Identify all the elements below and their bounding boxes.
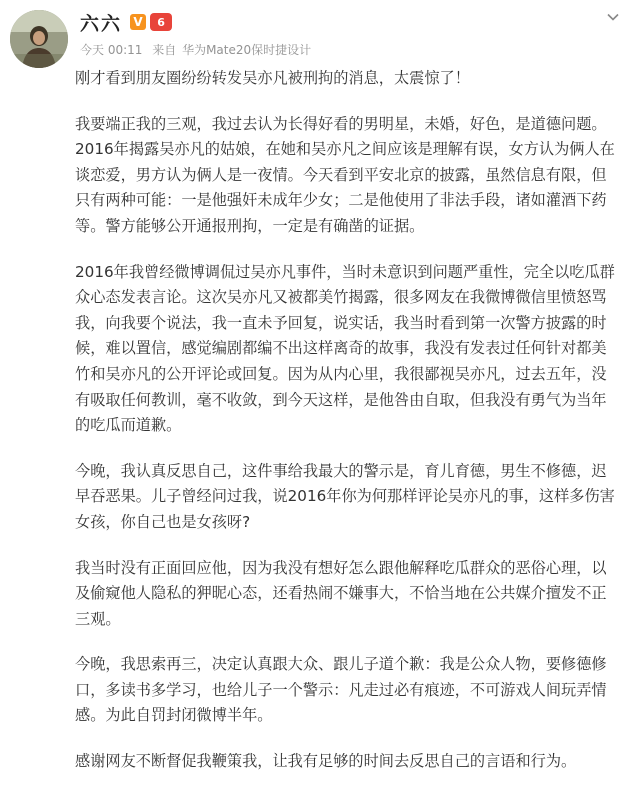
level-badge-icon[interactable]: 6: [150, 13, 172, 31]
post-paragraph: 我当时没有正面回应他，因为我没有想好怎么跟他解释吃瓜群众的恶俗心理，以 及偷窥他人隐私的狎昵心态，还看热闹不嫌事大，不恰当地在公共媒介擅发不正 三观。: [75, 558, 607, 628]
post-paragraph: 今晚，我认真反思自己，这件事给我最大的警示是，育儿育德，男生不修德，迟 早吞恶果。儿子曾经问过我，说2016年你为何那样评论吴亦凡的事，这样多伤害 女孩，你自己也是女孩呀?: [75, 461, 615, 531]
post-paragraph: 2016年我曾经微博调侃过吴亦凡事件，当时未意识到问题严重性，完全以吃瓜群 众心态发表言论。这次吴亦凡又被都美竹揭露，很多网友在我微博微信里愤怒骂 我，向我要个说法，我一直未予回复，说实话，我当时看到第一次警方披露的时 候，难以置信，感觉编剧都编不出这样离奇的故事，我没有发表过任何针对都美 竹和吴亦凡的公开评论或回复。因为从内心里，我很鄙视吴亦凡，过去五年，没 有吸取任何教训，毫不收敛，到今天这样，是他咎由自取，但我没有勇气为当年 的吃瓜而道歉。: [75, 262, 615, 435]
user-header: [80, 8, 172, 36]
post-paragraph: 今晚，我思索再三，决定认真跟大众、跟儿子道个歉：我是公众人物，要修德修 口，多读书多学习，也给儿子一个警示：凡走过必有痕迹，不可游戏人间玩弄情 感。为此自罚封闭微博半年。: [75, 655, 607, 725]
post-meta: [80, 41, 317, 58]
post-body: [75, 66, 631, 775]
post-paragraph: 感谢网友不断督促我鞭策我，让我有足够的时间去反思自己的言语和行为。: [75, 752, 577, 771]
post-paragraph: 刚才看到朋友圈纷纷转发吴亦凡被刑拘的消息，太震惊了！: [75, 69, 470, 87]
bottom-edge: [0, 781, 640, 789]
post-time[interactable]: 今天 00:11: [80, 43, 143, 57]
post-paragraph: 我要端正我的三观，我过去认为长得好看的男明星，未婚，好色，是道德问题。 2016年揭露吴亦凡的姑娘，在她和吴亦凡之间应该是理解有误，女方认为俩人在 谈恋爱，男方认为俩人是一夜情。今天看到平安北京的披露，虽然信息有限，但 只有两种可能：一是他强奸未成年少女；二是他使用了非法手段，诸如灌酒下药 等。警方能够公开通报刑拘，一定是有确凿的证据。: [75, 114, 615, 235]
username[interactable]: 六六: [80, 12, 123, 35]
avatar[interactable]: [10, 10, 68, 68]
source-prefix: 来自: [152, 43, 177, 57]
verified-badge-icon[interactable]: V: [130, 14, 146, 30]
source-device[interactable]: 华为Mate20保时捷设计: [182, 43, 312, 57]
chevron-down-icon[interactable]: [606, 10, 620, 24]
